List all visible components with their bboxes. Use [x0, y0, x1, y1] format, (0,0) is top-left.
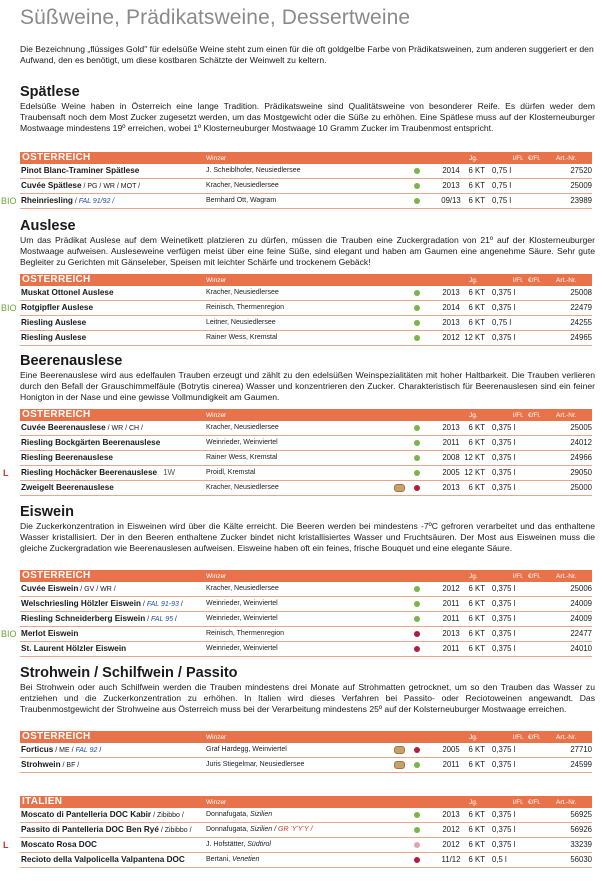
red-wine-dot: [414, 485, 420, 491]
table-row[interactable]: [20, 853, 592, 868]
winzer: Donnafugata, Sizilien / GR ΎΎΎ /: [206, 826, 313, 833]
wine-name: Cuvée Beerenauslese / WR / CH /: [21, 423, 143, 432]
article-number: 24009: [570, 614, 592, 623]
pack: 12 KT: [464, 468, 485, 477]
winzer: J. Scheiblhofer, Neusiedlersee: [206, 167, 301, 174]
pack: 6 KT: [468, 483, 485, 492]
col-preis: €/Fl.: [528, 573, 541, 580]
col-vol: l/Fl.: [513, 573, 524, 580]
winzer: Bertani, Venetien: [206, 856, 260, 863]
country-label: ÖSTERREICH: [22, 570, 91, 581]
table-header: [20, 409, 592, 421]
winzer: Kracher, Neusiedlersee: [206, 585, 279, 592]
white-wine-dot: [414, 601, 420, 607]
pack: 6 KT: [468, 810, 485, 819]
volume: 0,375 l: [492, 629, 516, 638]
pack: 6 KT: [468, 438, 485, 447]
col-jg: Jg.: [469, 155, 478, 162]
year: 2008: [442, 453, 460, 462]
table-row[interactable]: [20, 582, 592, 597]
table-row[interactable]: [20, 451, 592, 466]
volume: 0,375 l: [492, 644, 516, 653]
country-label: ITALIEN: [22, 796, 63, 807]
winzer: Kracher, Neusiedlersee: [206, 424, 279, 431]
red-wine-dot: [414, 857, 420, 863]
pack: 6 KT: [468, 840, 485, 849]
col-winzer: Winzer: [206, 277, 227, 284]
table-row[interactable]: [20, 436, 592, 451]
volume: 0,75 l: [492, 318, 512, 327]
pack: 6 KT: [468, 318, 485, 327]
col-jg: Jg.: [469, 573, 478, 580]
wine-name: Moscato Rosa DOC: [21, 840, 97, 849]
white-wine-dot: [414, 183, 420, 189]
winzer: Weinrieder, Weinviertel: [206, 645, 278, 652]
winzer: Bernhard Ott, Wagram: [206, 197, 277, 204]
pack: 6 KT: [468, 584, 485, 593]
winzer: Reinisch, Thermenregion: [206, 630, 285, 637]
table-header: [20, 570, 592, 582]
col-preis: €/Fl.: [528, 412, 541, 419]
volume: 0,375 l: [492, 745, 516, 754]
section-title: Beerenauslese: [20, 353, 123, 369]
pack: 6 KT: [468, 644, 485, 653]
pack: 6 KT: [468, 196, 485, 205]
table-row[interactable]: [20, 286, 592, 301]
volume: 0,375 l: [492, 825, 516, 834]
section-title: Strohwein / Schilfwein / Passito: [20, 665, 238, 681]
article-number: 24965: [570, 333, 592, 342]
country-label: ÖSTERREICH: [22, 152, 91, 163]
pack: 12 KT: [464, 333, 485, 342]
col-art: Art.-Nr.: [556, 412, 577, 419]
volume: 0,375 l: [492, 760, 516, 769]
year: 2013: [442, 629, 460, 638]
year: 2013: [442, 288, 460, 297]
article-number: 24966: [570, 453, 592, 462]
cork-icon: [394, 746, 405, 754]
year: 2014: [442, 166, 460, 175]
winzer: Juris Stiegelmar, Neusiedlersee: [206, 761, 305, 768]
volume: 0,375 l: [492, 614, 516, 623]
col-preis: €/Fl.: [528, 155, 541, 162]
article-number: 27520: [570, 166, 592, 175]
table-row[interactable]: [20, 316, 592, 331]
intro-text: Die Bezeichnung „flüssiges Gold" für edelsüße Weine steht zum einen für die oft goldgelbe Farbe von Prädikatsweinen, zum anderen suggeriert er den Aufwand, den es benötigt, um diese kostbaren Schätzte der Weinwelt zu keltern.: [20, 44, 594, 65]
article-number: 25009: [570, 181, 592, 190]
table-row[interactable]: [1, 627, 592, 642]
country-label: ÖSTERREICH: [22, 409, 91, 420]
year: 11/12: [441, 855, 461, 864]
wine-name: Rheinriesling / FAL 91/92 /: [21, 196, 115, 205]
winzer: Weinrieder, Weinviertel: [206, 600, 278, 607]
white-wine-dot: [414, 470, 420, 476]
wine-name: Riesling Hochäcker Beerenauslese 1W: [21, 468, 176, 477]
white-wine-dot: [414, 440, 420, 446]
wine-name: Forticus / ME / FAL 92 /: [21, 745, 102, 754]
col-winzer: Winzer: [206, 734, 227, 741]
winzer: Rainer Wess, Kremstal: [206, 334, 278, 341]
section-text: Die Zuckerkonzentration in Eisweinen wird über die Kälte erreicht. Die Beeren werden bei mindestens -7ºC gefroren verarbeitet und das enthaltene Wasser kristallisiert. Der in den Beeren enthaltene Zucker bindet nicht kristallisiertes Wasser und Fruchtsäuren. Der Most aus Eisweinen muss die gleiche Zuckergradation wie Beerenauslesen aufweisen. Eisweine haben oft ein feines, frische Bouquet und eine elegante Säure.: [20, 521, 595, 553]
article-number: 22477: [570, 629, 592, 638]
wine-name: Strohwein / BF /: [21, 760, 80, 769]
table-row[interactable]: [20, 642, 592, 657]
pack: 12 KT: [464, 453, 485, 462]
page-title: Süßweine, Prädikatsweine, Dessertweine: [20, 6, 411, 29]
pack: 6 KT: [468, 303, 485, 312]
table-header: [20, 796, 592, 808]
table-row[interactable]: [3, 838, 592, 853]
white-wine-dot: [414, 290, 420, 296]
wine-name: Riesling Auslese: [21, 318, 87, 327]
pack: 6 KT: [468, 745, 485, 754]
l-badge: L: [3, 840, 9, 850]
section-title: Auslese: [20, 218, 76, 234]
volume: 0,375 l: [492, 288, 516, 297]
volume: 0,75 l: [492, 181, 512, 190]
volume: 0,375 l: [492, 840, 516, 849]
volume: 0,375 l: [492, 468, 516, 477]
winzer: Weinrieder, Weinviertel: [206, 615, 278, 622]
winzer: Weinrieder, Weinviertel: [206, 439, 278, 446]
volume: 0,75 l: [492, 196, 512, 205]
white-wine-dot: [414, 762, 420, 768]
table-row[interactable]: [20, 808, 592, 823]
winzer: Rainer Wess, Kremstal: [206, 454, 278, 461]
winzer: Proidl, Kremstal: [206, 469, 256, 476]
red-wine-dot: [414, 631, 420, 637]
red-wine-dot: [414, 646, 420, 652]
volume: 0,375 l: [492, 438, 516, 447]
year: 2011: [442, 644, 460, 653]
wine-name: St. Laurent Hölzler Eiswein: [21, 644, 127, 653]
col-preis: €/Fl.: [528, 734, 541, 741]
col-winzer: Winzer: [206, 412, 227, 419]
volume: 0,375 l: [492, 810, 516, 819]
country-label: ÖSTERREICH: [22, 731, 91, 742]
col-art: Art.-Nr.: [556, 277, 577, 284]
col-vol: l/Fl.: [513, 155, 524, 162]
col-preis: €/Fl.: [528, 277, 541, 284]
white-wine-dot: [414, 198, 420, 204]
pack: 6 KT: [468, 760, 485, 769]
article-number: 24010: [570, 644, 592, 653]
col-vol: l/Fl.: [513, 799, 524, 806]
article-number: 56926: [570, 825, 592, 834]
winzer: Kracher, Neusiedlersee: [206, 289, 279, 296]
table-row[interactable]: [20, 743, 592, 758]
section-text: Bei Strohwein oder auch Schilfwein werden die Trauben mindestens drei Monate auf Strohmatten getrocknet, um so den Trauben das Wasser zu entziehen und die Zuckerkonzentration zu erhöhen. In Italien wird dieses Verfahren bei Passito- oder Reciotoweinen angewandt. Das Traubenmostgewicht der Strohweine aus Österreich muss bei der Verarbeitung mindestens 25º auf der Kolsterneuburger Mostwaage erreichen.: [20, 682, 595, 714]
rose-wine-dot: [414, 842, 420, 848]
table-row[interactable]: [20, 823, 592, 838]
table-row[interactable]: [20, 758, 592, 773]
article-number: 27710: [570, 745, 592, 754]
article-number: 25008: [570, 288, 592, 297]
white-wine-dot: [414, 335, 420, 341]
cork-icon: [394, 484, 405, 492]
col-art: Art.-Nr.: [556, 155, 577, 162]
year: 2012: [442, 333, 460, 342]
col-art: Art.-Nr.: [556, 573, 577, 580]
article-number: 29050: [570, 468, 592, 477]
white-wine-dot: [414, 425, 420, 431]
table-header: [20, 274, 592, 286]
col-jg: Jg.: [469, 412, 478, 419]
year: 2005: [442, 468, 460, 477]
white-wine-dot: [414, 616, 420, 622]
wine-table: [1, 152, 592, 209]
pack: 6 KT: [468, 181, 485, 190]
col-preis: €/Fl.: [528, 799, 541, 806]
white-wine-dot: [414, 320, 420, 326]
year: 2012: [442, 584, 460, 593]
col-jg: Jg.: [469, 799, 478, 806]
table-row[interactable]: [20, 481, 592, 496]
col-winzer: Winzer: [206, 799, 227, 806]
volume: 0,5 l: [492, 855, 507, 864]
winzer: Kracher, Neusiedlersee: [206, 182, 279, 189]
wine-name: Riesling Auslese: [21, 333, 87, 342]
table-header: [20, 152, 592, 164]
article-number: 23989: [570, 196, 592, 205]
winzer: Graf Hardegg, Weinviertel: [206, 746, 287, 753]
winzer: Donnafugata, Sizilien: [206, 811, 273, 818]
winzer: Kracher, Neusiedlersee: [206, 484, 279, 491]
white-wine-dot: [414, 827, 420, 833]
wine-name: Riesling Schneiderberg Eiswein / FAL 95 /: [21, 614, 177, 623]
wine-name: Moscato di Pantelleria DOC Kabir / Zibibbo /: [21, 810, 184, 819]
wine-name: Cuvée Eiswein / GV / WR /: [21, 584, 116, 593]
article-number: 56925: [570, 810, 592, 819]
col-jg: Jg.: [469, 277, 478, 284]
pack: 6 KT: [468, 855, 485, 864]
article-number: 25006: [570, 584, 592, 593]
section-text: Um das Prädikat Auslese auf dem Weinetikett platzieren zu dürfen, müssen die Trauben eine Zuckergradation von 21º auf der Klosterneuburger Mostwaage aufweisen. Ausleseweine verfügen meist über eine feine Süße, sind elegant und haben am Gaumen eine angenehme Säure. Sehr gute Begleiter zu Gerichten mit Gänseleber, Speisen mit leichter Schärfe und trockenem Gebäck!: [20, 235, 595, 267]
wine-table: [20, 731, 592, 773]
col-vol: l/Fl.: [513, 734, 524, 741]
wine-table: [1, 570, 592, 657]
wine-name: Merlot Eiswein: [21, 629, 79, 638]
section-title: Eiswein: [20, 504, 74, 520]
volume: 0,375 l: [492, 453, 516, 462]
col-winzer: Winzer: [206, 155, 227, 162]
white-wine-dot: [414, 455, 420, 461]
wine-name: Riesling Beerenauslese: [21, 453, 113, 462]
col-winzer: Winzer: [206, 573, 227, 580]
article-number: 24009: [570, 599, 592, 608]
year: 2013: [442, 318, 460, 327]
year: 2005: [442, 745, 460, 754]
wine-table: [3, 409, 592, 496]
white-wine-dot: [414, 586, 420, 592]
year: 2012: [442, 840, 460, 849]
country-label: ÖSTERREICH: [22, 274, 91, 285]
table-row[interactable]: [20, 164, 592, 179]
year: 2014: [442, 303, 460, 312]
col-art: Art.-Nr.: [556, 799, 577, 806]
table-row[interactable]: [20, 331, 592, 346]
wine-name: Pinot Blanc-Traminer Spätlese: [21, 166, 140, 175]
volume: 0,375 l: [492, 599, 516, 608]
table-row[interactable]: [1, 301, 592, 316]
wine-name: Recioto della Valpolicella Valpantena DOC: [21, 855, 185, 864]
bio-badge: BIO: [1, 196, 17, 206]
wine-name: Welschriesling Hölzler Eiswein / FAL 91-93 /: [21, 599, 183, 608]
table-row[interactable]: [20, 179, 592, 194]
volume: 0,75 l: [492, 166, 512, 175]
pack: 6 KT: [468, 423, 485, 432]
wine-table: [1, 274, 592, 346]
year: 2011: [442, 760, 460, 769]
pack: 6 KT: [468, 599, 485, 608]
white-wine-dot: [414, 305, 420, 311]
winzer: J. Hofstätter, Südtirol: [206, 841, 271, 848]
year: 2011: [442, 599, 460, 608]
col-vol: l/Fl.: [513, 412, 524, 419]
table-row[interactable]: [1, 194, 592, 209]
col-art: Art.-Nr.: [556, 734, 577, 741]
wine-name: Riesling Bockgärten Beerenauslese: [21, 438, 161, 447]
article-number: 25000: [570, 483, 592, 492]
table-header: [20, 731, 592, 743]
volume: 0,375 l: [492, 584, 516, 593]
l-badge: L: [3, 468, 9, 478]
year: 2013: [442, 810, 460, 819]
year: 2012: [442, 825, 460, 834]
article-number: 25005: [570, 423, 592, 432]
year: 2013: [442, 181, 460, 190]
white-wine-dot: [414, 812, 420, 818]
article-number: 56030: [570, 855, 592, 864]
table-row[interactable]: [3, 466, 592, 481]
volume: 0,375 l: [492, 333, 516, 342]
pack: 6 KT: [468, 629, 485, 638]
winzer: Leitner, Neusiedlersee: [206, 319, 276, 326]
winzer: Reinisch, Thermenregion: [206, 304, 285, 311]
pack: 6 KT: [468, 825, 485, 834]
article-number: 24012: [570, 438, 592, 447]
table-row[interactable]: [20, 612, 592, 627]
section-text: Edelsüße Weine haben in Österreich eine lange Tradition. Prädikatsweine sind Qualitätsweine von besonderer Reife. Es dürfen weder dem Traubensaft noch dem Most Zucker zugesetzt werden, um das Mostgewicht oder die Süße zu erhöhen. Eine Spätlese muss auf der Klosterneuburger Mostwaage mindestens 19º erreichen, wobei 1º Klosterneuburger Mostwaage 10 Gramm Zucker im Traubenmost entspricht.: [20, 101, 595, 133]
section-text: Eine Beerenauslese wird aus edelfaulen Trauben erzeugt und zählt zu den edelsüßen Weinspezialitäten mit hoher Haltbarkeit. Die Trauben verlieren durch den Befall der Grauschimmelfäule (Botrytis cinerea) Wasser und konzentrieren den Zucker. Charakteristisch für Beerenauslesen sind ein feiner Honigton in der Nase und eine gewisse Vollmundigkeit am Gaumen.: [20, 370, 595, 402]
wine-name: Muskat Ottonel Auslese: [21, 288, 114, 297]
volume: 0,375 l: [492, 483, 516, 492]
gambero-rosso-rating: GR ΎΎΎ /: [276, 826, 313, 833]
article-number: 33239: [570, 840, 592, 849]
year: 2011: [442, 438, 460, 447]
glass-rating-icon: 1W: [163, 468, 176, 477]
pack: 6 KT: [468, 166, 485, 175]
wine-name: Passito di Pantelleria DOC Ben Ryé / Zibibbo /: [21, 825, 192, 834]
year: 2013: [442, 483, 460, 492]
pack: 6 KT: [468, 288, 485, 297]
article-number: 24255: [570, 318, 592, 327]
bio-badge: BIO: [1, 629, 17, 639]
col-vol: l/Fl.: [513, 277, 524, 284]
volume: 0,375 l: [492, 423, 516, 432]
section-title: Spätlese: [20, 84, 80, 100]
wine-table: [3, 796, 592, 868]
red-wine-dot: [414, 747, 420, 753]
cork-icon: [394, 761, 405, 769]
wine-name: Rotgipfler Auslese: [21, 303, 94, 312]
table-row[interactable]: [20, 421, 592, 436]
pack: 6 KT: [468, 614, 485, 623]
table-row[interactable]: [20, 597, 592, 612]
volume: 0,375 l: [492, 303, 516, 312]
year: 09/13: [441, 196, 461, 205]
wine-name: Cuvée Spätlese / PG / WR / MOT /: [21, 181, 141, 190]
bio-badge: BIO: [1, 303, 17, 313]
white-wine-dot: [414, 168, 420, 174]
article-number: 22479: [570, 303, 592, 312]
wine-name: Zweigelt Beerenauslese: [21, 483, 114, 492]
article-number: 24599: [570, 760, 592, 769]
year: 2013: [442, 423, 460, 432]
col-jg: Jg.: [469, 734, 478, 741]
year: 2011: [442, 614, 460, 623]
